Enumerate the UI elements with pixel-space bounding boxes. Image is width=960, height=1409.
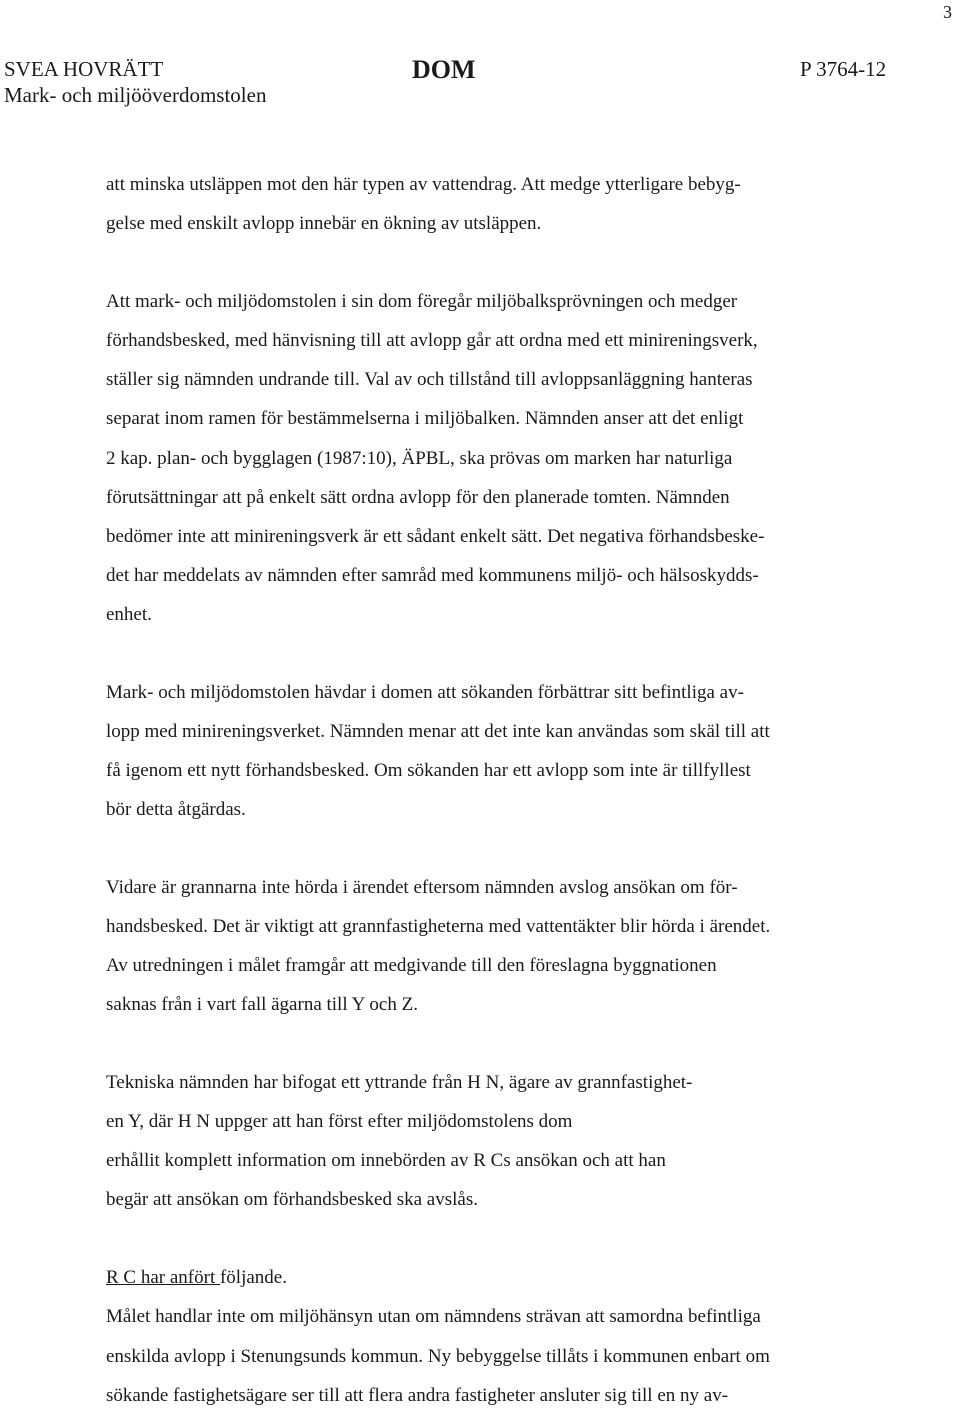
text-line: få igenom ett nytt förhandsbesked. Om sökanden har ett avlopp som inte är tillfyllest: [106, 760, 751, 781]
text-line-underlined: [106, 1265, 287, 1291]
text-line: Tekniska nämnden har bifogat ett yttrande från H N, ägare av grannfastighet-: [106, 1072, 693, 1093]
text-line: gelse med enskilt avlopp innebär en ökning av utsläppen.: [106, 213, 542, 234]
text-tail: följande.: [219, 1267, 287, 1288]
text-line: saknas från i vart fall ägarna till Y och Z.: [106, 994, 418, 1015]
text-line: bedömer inte att minireningsverk är ett sådant enkelt sätt. Det negativa förhandsbeske-: [106, 526, 765, 547]
underlined-text: R C har anfört: [106, 1267, 220, 1288]
text-line: enhet.: [106, 604, 152, 625]
document-type: DOM: [412, 55, 476, 84]
page-number: 3: [943, 2, 952, 22]
text-line: begär att ansökan om förhandsbesked ska avslås.: [106, 1189, 478, 1210]
text-line: Målet handlar inte om miljöhänsyn utan om nämndens strävan att samordna befintliga: [106, 1306, 761, 1327]
text-line: ställer sig nämnden undrande till. Val av och tillstånd till avloppsanläggning hanteras: [106, 369, 753, 390]
text-line: Vidare är grannarna inte hörda i ärendet eftersom nämnden avslog ansökan om för-: [106, 877, 738, 898]
court-name: SVEA HOVRÄTT: [4, 57, 164, 81]
text-line: Av utredningen i målet framgår att medgivande till den föreslagna byggnationen: [106, 955, 717, 976]
text-line: förutsättningar att på enkelt sätt ordna avlopp för den planerade tomten. Nämnden: [106, 487, 730, 508]
text-line: erhållit komplett information om innebörden av R Cs ansökan och att han: [106, 1150, 666, 1171]
text-line: det har meddelats av nämnden efter samråd med kommunens miljö- och hälsoskydds-: [106, 565, 759, 586]
court-division: Mark- och miljööverdomstolen: [4, 83, 267, 107]
text-line: lopp med minireningsverket. Nämnden menar att det inte kan användas som skäl till att: [106, 721, 770, 742]
text-line: att minska utsläppen mot den här typen av vattendrag. Att medge ytterligare bebyg-: [106, 174, 741, 195]
case-number: P 3764-12: [800, 57, 887, 81]
text-line: en Y, där H N uppger att han först efter miljödomstolens dom: [106, 1111, 573, 1132]
text-line: 2 kap. plan- och bygglagen (1987:10), ÄPBL, ska prövas om marken har naturliga: [106, 448, 733, 469]
text-line: Mark- och miljödomstolen hävdar i domen att sökanden förbättrar sitt befintliga av-: [106, 682, 744, 703]
text-line: enskilda avlopp i Stenungsunds kommun. Ny bebyggelse tillåts i kommunen enbart om: [106, 1346, 770, 1367]
text-line: sökande fastighetsägare ser till att flera andra fastigheter ansluter sig till en ny av-: [106, 1385, 729, 1406]
text-line: separat inom ramen för bestämmelserna i miljöbalken. Nämnden anser att det enligt: [106, 408, 744, 429]
text-line: handsbesked. Det är viktigt att grannfastigheterna med vattentäkter blir hörda i ärendet.: [106, 916, 771, 937]
text-line: Att mark- och miljödomstolen i sin dom föregår miljöbalksprövningen och medger: [106, 291, 738, 312]
text-line: förhandsbesked, med hänvisning till att avlopp går att ordna med ett minireningsverk,: [106, 330, 758, 351]
text-line: bör detta åtgärdas.: [106, 799, 246, 820]
